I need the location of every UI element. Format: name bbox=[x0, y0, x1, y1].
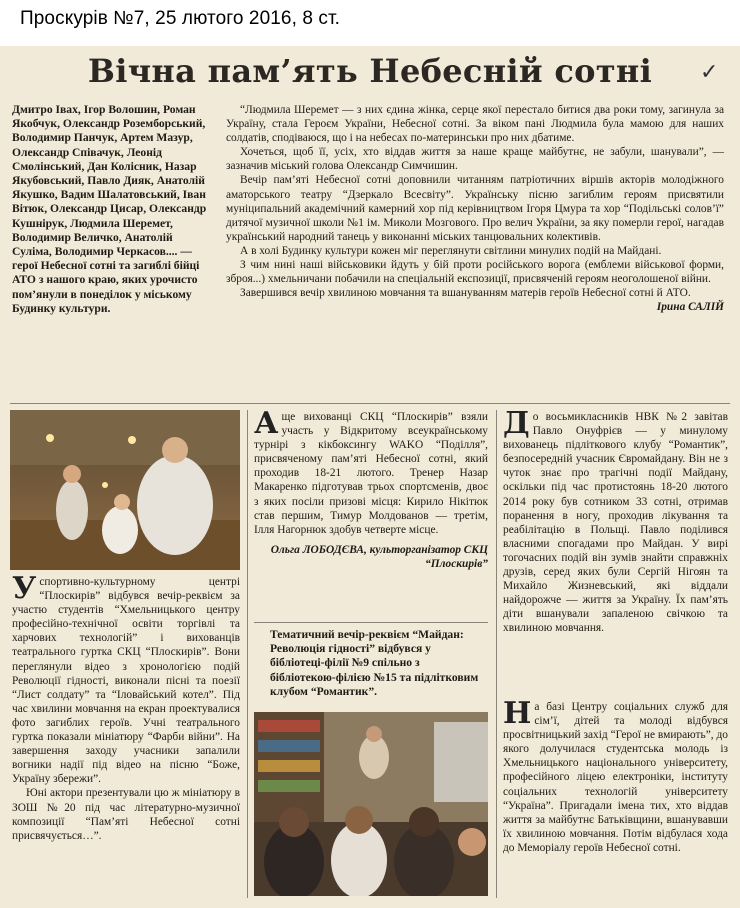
main-paragraph: Вечір пам’яті Небесної сотні доповнили читанням патріотичних віршів акторів молодіжного аматорського театру “Дзеркало Всесвіту”. Українську пісню загиблим героям присвятили муніципальний академічний камерний хор під керівництвом Ігоря Цмура та хор “Подільські солов’ї” дитячої музичної школи №1 ім. Миколи Мозгового. Про велич України, за яку померли герої, нагадав український народний танець у виконанні міських танцювальних колективів. bbox=[226, 174, 724, 243]
divider bbox=[254, 622, 488, 623]
middle-article bbox=[254, 406, 488, 571]
left-article bbox=[12, 571, 240, 843]
page-caption: Проскурів №7, 25 лютого 2016, 8 ст. bbox=[20, 8, 341, 29]
checkmark-icon: ✓ bbox=[700, 60, 719, 85]
main-paragraph: А в холі Будинку культури кожен міг переглянути світлини минулих подій на Майдані. bbox=[240, 244, 662, 257]
divider bbox=[10, 403, 730, 404]
main-paragraph: Хочеться, щоб її, усіх, хто віддав життя за наше краще майбутнє, не забули, шанували”, — зазначив міський голова Олександр Симчишин. bbox=[226, 146, 724, 173]
left-paragraph: Юні актори презентували цю ж мініатюру в ЗОШ №20 під час літературно-музичної композиції “Пам’яті Небесної сотні присвячується…”. bbox=[12, 787, 240, 842]
middle-paragraph: ще вихованці СКЦ “Плоскирів” взяли участь у Відкритому всеукраїнському турнірі з кікбоксингу WAKO “Поділля”, присвяченому пам’яті Небесної сотні, який проходив 18-21 лютого. Тренер Назар Макаренко підготував трьох спортсменів, двоє з яких посіли призові місця: Кирило Нікітюк став першим, Тимур Молдованов — третім, Ілля Нагорнюк здобув четверте місце. bbox=[254, 411, 488, 536]
photo-left bbox=[10, 410, 240, 570]
lead-names-block bbox=[12, 103, 214, 316]
left-dropcap: У bbox=[12, 571, 37, 606]
photo-middle bbox=[254, 712, 488, 896]
middle-dropcap: А bbox=[254, 406, 279, 441]
middle-lead-text: Тематичний вечір-реквієм “Майдан: Революція гідності” відбувся у бібліотеці-філії №9 спільно з бібліотекою-філією №15 та підлітковим клубом “Романтик”. bbox=[270, 628, 479, 698]
children-with-candles-photo bbox=[10, 410, 240, 570]
right2-paragraph: а базі Центру соціальних служб для сім’ї, дітей та молоді відбувся просвітницький захід “Герої не вмирають”, до якого долучилася студентська молодь із Хмельницького національного університету, професійного ліцею електроніки, інституту соціальних технологій університету “Україна”. Пригадали імена тих, хто віддав життя за майбутнє Батьківщини, вшанувавши їх хвилиною мовчання. Потім відбулася хода до Меморіалу героїв Небесної сотні. bbox=[503, 701, 728, 854]
right-article-1 bbox=[503, 406, 728, 636]
library-audience-photo bbox=[254, 712, 488, 896]
lead-names-text: Дмитро Івах, Ігор Волошин, Роман Якобчук, Олександр Роземборський, Володимир Панчук, Артем Мазур, Олександр Співачук, Леонід Смолінський, Дан Колісник, Назар Якубовський, Павло Дияк, Анатолій Якушко, Вадим Шалатовський, Іван Вітюк, Олександр Цисар, Олександр Кушнірук, Людмила Шеремет, Володимир Величко, Анатолій Суліма, Володимир Черкасов.... — герої Небесної сотні та загиблі бійці АТО з нашого краю, яких урочисто пом’янули в понеділок у міському Будинку культури. bbox=[12, 103, 207, 315]
right2-dropcap: Н bbox=[503, 696, 532, 731]
divider bbox=[247, 410, 248, 898]
middle-author: Ольга ЛОБОДЄВА, культорганізатор СКЦ “Плоскирів” bbox=[270, 543, 488, 570]
right1-paragraph: о восьмикласників НВК №2 завітав Павло Онуфрієв — у минулому вихованець підліткового клубу “Романтик”, безпосередній учасник Євромайдану. Він не з чуток знає про трагічні події Майдану, оскільки під час протистоянь 18-20 лютого 2014 року був сотником 33 сотні, отримав поранення в ногу, проходив лікування та реабілітацію в Польщі. Павло поділився власними спогадами про Майдан. У вирі тогочасних подій він зумів знайти справжніх друзів, серед яких були Сергій Нігоян та Михайло Жизневський, які віддали найдорожче — життя за Україну. Їх пам’ять діти вшанували запаленою свічкою та хвилиною мовчання. bbox=[503, 411, 728, 635]
divider bbox=[496, 410, 497, 898]
main-article bbox=[226, 103, 724, 314]
main-author: Ірина САЛІЙ bbox=[656, 301, 724, 314]
main-paragraph: Завершився вечір хвилиною мовчання та вшануванням матерів героїв Небесної сотні й АТО. bbox=[240, 287, 691, 300]
right1-dropcap: Д bbox=[503, 406, 530, 441]
left-paragraph: спортивно-культурному центрі “Плоскирів” відбувся вечір-реквієм за участю студентів “Хмельницького центру професійно-технічної освіти торгівлі та харчових технологій” і вихованців театрального гуртка СКЦ “Плоскирів”. Вони переглянули відео з хронологією подій Революції гідності, виконали пісні та поезії “Лист солдату” та “Іловайський котел”. Під час хвилини мовчання на екран проектувалися фото загиблих героїв. Учні театрального гуртка показали мініатюру “Фарби війни”. На завершення заходу учасники запалили вогники надії під відео на пісню “Боже, Україну збережи”. bbox=[12, 576, 240, 786]
main-paragraph: “Людмила Шеремет — з них єдина жінка, серце якої перестало битися два роки тому, загинула за Україну, стала Героєм України, Небесної сотні. За віком пані Людмила була мамою для наших солдатів, сподіваюся, що і на небесах по-материнськи про них дбатиме. bbox=[226, 104, 724, 145]
main-paragraph: З чим нині наші військовики йдуть у бій проти російського ворога (емблеми військової форми, зброя...) хмельничани побачили на спеціальній експозиції, присвяченій героям неоголошеної війни. bbox=[226, 259, 724, 286]
headline: Вічна пам’ять Небесній сотні bbox=[87, 52, 653, 90]
middle-lead bbox=[270, 628, 488, 699]
right-article-2 bbox=[503, 696, 728, 855]
